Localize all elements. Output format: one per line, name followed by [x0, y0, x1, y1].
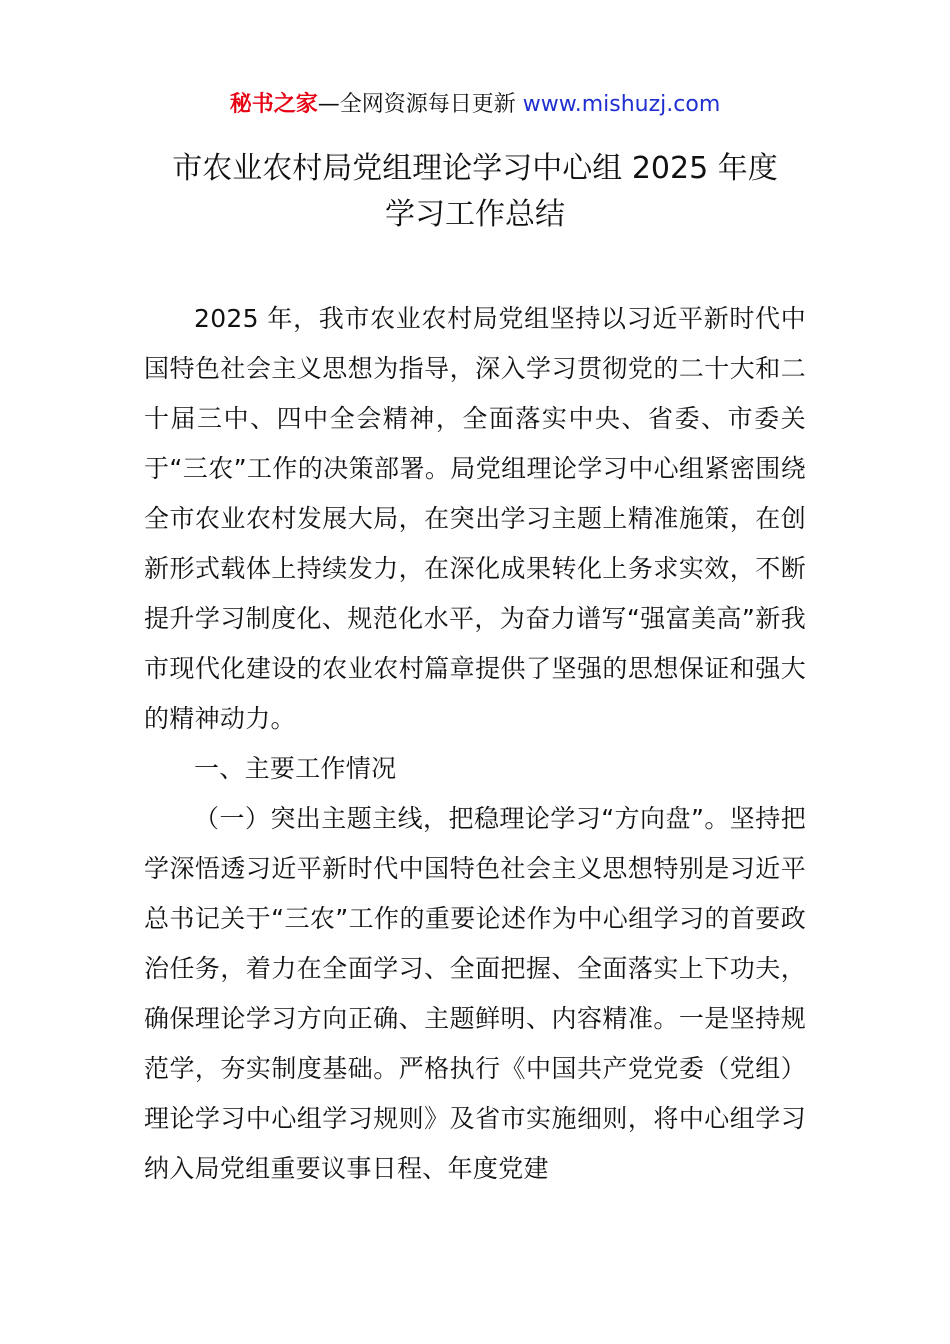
document-body	[144, 294, 806, 1194]
section-heading: 一、主要工作情况	[194, 754, 397, 783]
header-tagline: —全网资源每日更新	[317, 92, 523, 117]
site-url-link[interactable]: www.mishuzj.com	[522, 92, 721, 117]
intro-paragraph: 2025 年，我市农业农村局党组坚持以习近平新时代中国特色社会主义思想为指导，深入学习贯彻党的二十大和二十届三中、四中全会精神，全面落实中央、省委、市委关于“三农”工作的决策部署。局党组理论学习中心组紧密围绕全市农业农村发展大局，在突出学习主题上精准施策，在创新形式载体上持续发力，在深化成果转化上务求实效，不断提升学习制度化、规范化水平，为奋力谱写“强富美高”新我市现代化建设的农业农村篇章提供了坚强的思想保证和强大的精神动力。	[144, 304, 806, 733]
subsection-paragraph: （一）突出主题主线，把稳理论学习“方向盘”。坚持把学深悟透习近平新时代中国特色社会主义思想特别是习近平总书记关于“三农”工作的重要论述作为中心组学习的首要政治任务，着力在全面学习、全面把握、全面落实上下功夫，确保理论学习方向正确、主题鲜明、内容精准。一是坚持规范学，夯实制度基础。严格执行《中国共产党党委（党组）理论学习中心组学习规则》及省市实施细则，将中心组学习纳入局党组重要议事日程、年度党建	[144, 804, 806, 1183]
brand-name: 秘书之家	[229, 92, 318, 117]
title-line-2: 学习工作总结	[385, 197, 565, 232]
site-header	[0, 88, 950, 122]
title-line-1: 市农业农村局党组理论学习中心组 2025 年度	[172, 151, 778, 186]
document-title	[0, 146, 950, 238]
